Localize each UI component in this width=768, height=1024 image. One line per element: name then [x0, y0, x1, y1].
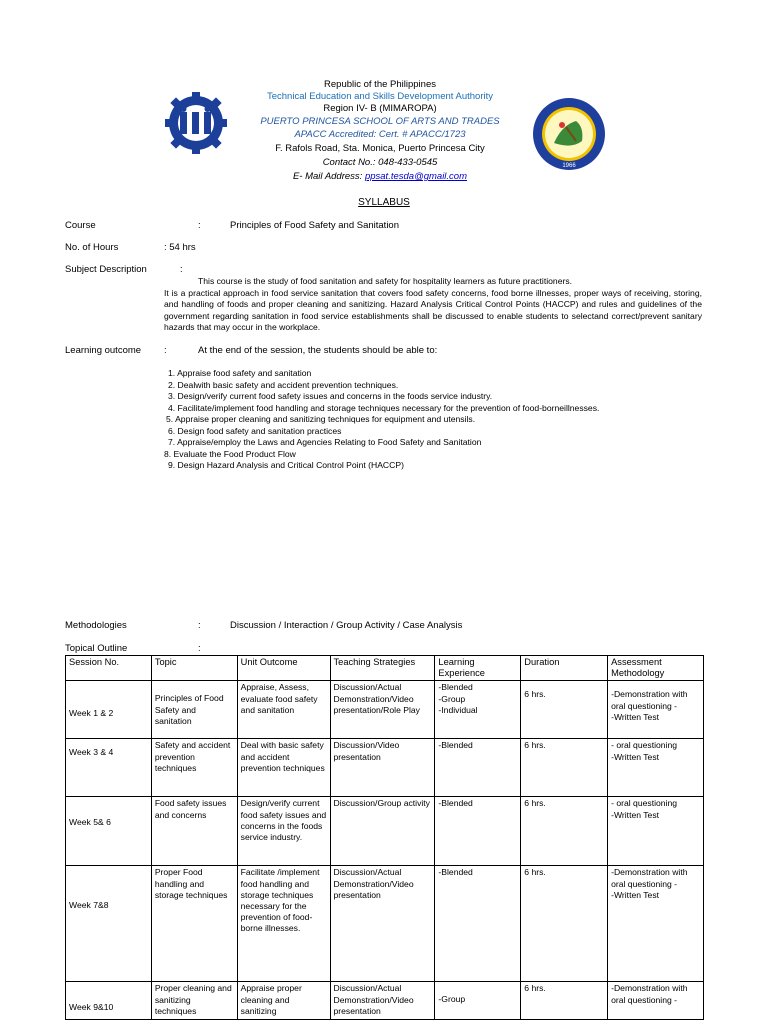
outcome-list: [164, 368, 599, 472]
experience-cell: -Blended: [435, 866, 521, 982]
list-item: 7. Appraise/employ the Laws and Agencies Relating to Food Safety and Sanitation: [168, 437, 482, 447]
methodologies-colon: :: [198, 620, 201, 631]
table-row: [66, 982, 704, 1020]
column-header: Topic: [151, 656, 237, 681]
experience-cell: -Blended: [435, 797, 521, 866]
subject-colon: :: [180, 264, 183, 275]
table-row: [66, 866, 704, 982]
strategies-cell: Discussion/Group activity: [330, 797, 435, 866]
subject-description: [164, 276, 702, 334]
list-item: 3. Design/verify current food safety issues and concerns in the foods service industry.: [168, 391, 493, 401]
session-cell: Week 7&8: [66, 866, 152, 982]
outcome-cell: Appraise proper cleaning and sanitizing: [237, 982, 330, 1020]
page-title: SYLLABUS: [358, 197, 410, 208]
table-header-row: [66, 656, 704, 681]
header-school: PUERTO PRINCESA SCHOOL OF ARTS AND TRADES: [260, 116, 500, 127]
subject-label: Subject Description: [65, 264, 147, 275]
hours-label: No. of Hours: [65, 242, 119, 253]
list-item: 9. Design Hazard Analysis and Critical Control Point (HACCP): [168, 460, 404, 470]
description-p1: This course is the study of food sanitation and safety for hospitality learners as future practitioners.: [198, 276, 573, 286]
course-label: Course: [65, 220, 96, 231]
duration-cell: 6 hrs.: [521, 982, 608, 1020]
table-row: [66, 739, 704, 797]
duration-cell: 6 hrs.: [521, 681, 608, 739]
course-value: Principles of Food Safety and Sanitation: [230, 220, 399, 231]
column-header: Learning Experience: [435, 656, 521, 681]
experience-cell: -Blended: [435, 739, 521, 797]
header-region: Region IV- B (MIMAROPA): [323, 103, 437, 114]
column-header: Teaching Strategies: [330, 656, 435, 681]
assessment-cell: -Demonstration with oral questioning - -Written Test: [608, 681, 704, 739]
session-cell: Week 5& 6: [66, 797, 152, 866]
session-cell: Week 9&10: [66, 982, 152, 1020]
column-header: Unit Outcome: [237, 656, 330, 681]
email-label: E- Mail Address:: [292, 171, 365, 182]
strategies-cell: Discussion/Actual Demonstration/Video presentation/Role Play: [330, 681, 435, 739]
assessment-cell: -Demonstration with oral questioning -: [608, 982, 704, 1020]
outcome-cell: Appraise, Assess, evaluate food safety and sanitation: [237, 681, 330, 739]
list-item: 6. Design food safety and sanitation practices: [168, 425, 342, 436]
strategies-cell: Discussion/Video presentation: [330, 739, 435, 797]
assessment-cell: -Demonstration with oral questioning - -Written Test: [608, 866, 704, 982]
strategies-cell: Discussion/Actual Demonstration/Video presentation: [330, 866, 435, 982]
learning-label: Learning outcome: [65, 345, 142, 356]
list-item: 4. Facilitate/implement food handling and storage techniques necessary for the prevention of food-borneillnesses.: [168, 402, 600, 413]
assessment-cell: - oral questioning -Written Test: [608, 739, 704, 797]
experience-cell: -Blended -Group -Individual: [435, 681, 521, 739]
experience-cell: -Group: [435, 982, 521, 1020]
table-row: [66, 797, 704, 866]
column-header: Session No.: [66, 656, 152, 681]
duration-cell: 6 hrs.: [521, 739, 608, 797]
methodologies-label: Methodologies: [65, 620, 127, 631]
session-cell: Week 3 & 4: [66, 739, 152, 797]
outcome-cell: Facilitate /implement food handling and storage techniques necessary for the prevention of food-borne illnesses.: [237, 866, 330, 982]
header-contact: Contact No.: 048-433-0545: [322, 157, 438, 168]
header-tesda: Technical Education and Skills Development Authority: [266, 91, 493, 102]
hours-value: : 54 hrs: [164, 242, 196, 253]
topic-cell: Proper cleaning and sanitizing techniques: [151, 982, 237, 1020]
topic-cell: Safety and accident prevention techniques: [151, 739, 237, 797]
topical-colon: :: [198, 643, 201, 654]
topic-cell: Proper Food handling and storage techniques: [151, 866, 237, 982]
header-republic: Republic of the Philippines: [324, 79, 436, 90]
list-item: 1. Appraise food safety and sanitation: [168, 368, 312, 378]
column-header: Assessment Methodology: [608, 656, 704, 681]
learning-intro: At the end of the session, the students should be able to:: [198, 345, 438, 356]
duration-cell: 6 hrs.: [521, 866, 608, 982]
header-address: F. Rafols Road, Sta. Monica, Puerto Princesa City: [275, 143, 485, 154]
session-cell: Week 1 & 2: [66, 681, 152, 739]
seal-year: 1966: [562, 163, 576, 169]
table-row: [66, 681, 704, 739]
duration-cell: 6 hrs.: [521, 797, 608, 866]
course-colon: :: [198, 220, 201, 231]
header-accreditation: APACC Accredited: Cert. # APACC/1723: [294, 129, 466, 140]
methodologies-value: Discussion / Interaction / Group Activity / Case Analysis: [230, 620, 463, 631]
list-item: 8. Evaluate the Food Product Flow: [164, 448, 296, 459]
topical-label: Topical Outline: [65, 643, 128, 654]
topic-cell: Principles of Food Safety and sanitation: [151, 681, 237, 739]
header-email-line: [200, 171, 560, 183]
assessment-cell: - oral questioning -Written Test: [608, 797, 704, 866]
outcome-cell: Design/verify current food safety issues and concerns in the foods service industry.: [237, 797, 330, 866]
outcome-cell: Deal with basic safety and accident prevention techniques: [237, 739, 330, 797]
column-header: Duration: [521, 656, 608, 681]
strategies-cell: Discussion/Actual Demonstration/Video presentation: [330, 982, 435, 1020]
list-item: 2. Dealwith basic safety and accident prevention techniques.: [168, 379, 399, 390]
email-link[interactable]: ppsat.tesda@gmail.com: [364, 171, 468, 182]
list-item: 5. Appraise proper cleaning and sanitizing techniques for equipment and utensils.: [166, 414, 476, 424]
topical-outline-table: [65, 655, 704, 1020]
description-p2: It is a practical approach in food service sanitation that covers food safety concerns, food borne illnesses, proper ways of receiving, storing, and handling of foods and proper cleaning and sanitizing. Hazard Analysis Critical Control Points (HACCP) and rules and guidelines of the government regarding sanitation in food service establishments shall be discussed to enable students to selectand correct/prevent sanitary hazards that may occur in the workplace.: [164, 287, 702, 332]
learning-colon: :: [164, 345, 167, 356]
topic-cell: Food safety issues and concerns: [151, 797, 237, 866]
